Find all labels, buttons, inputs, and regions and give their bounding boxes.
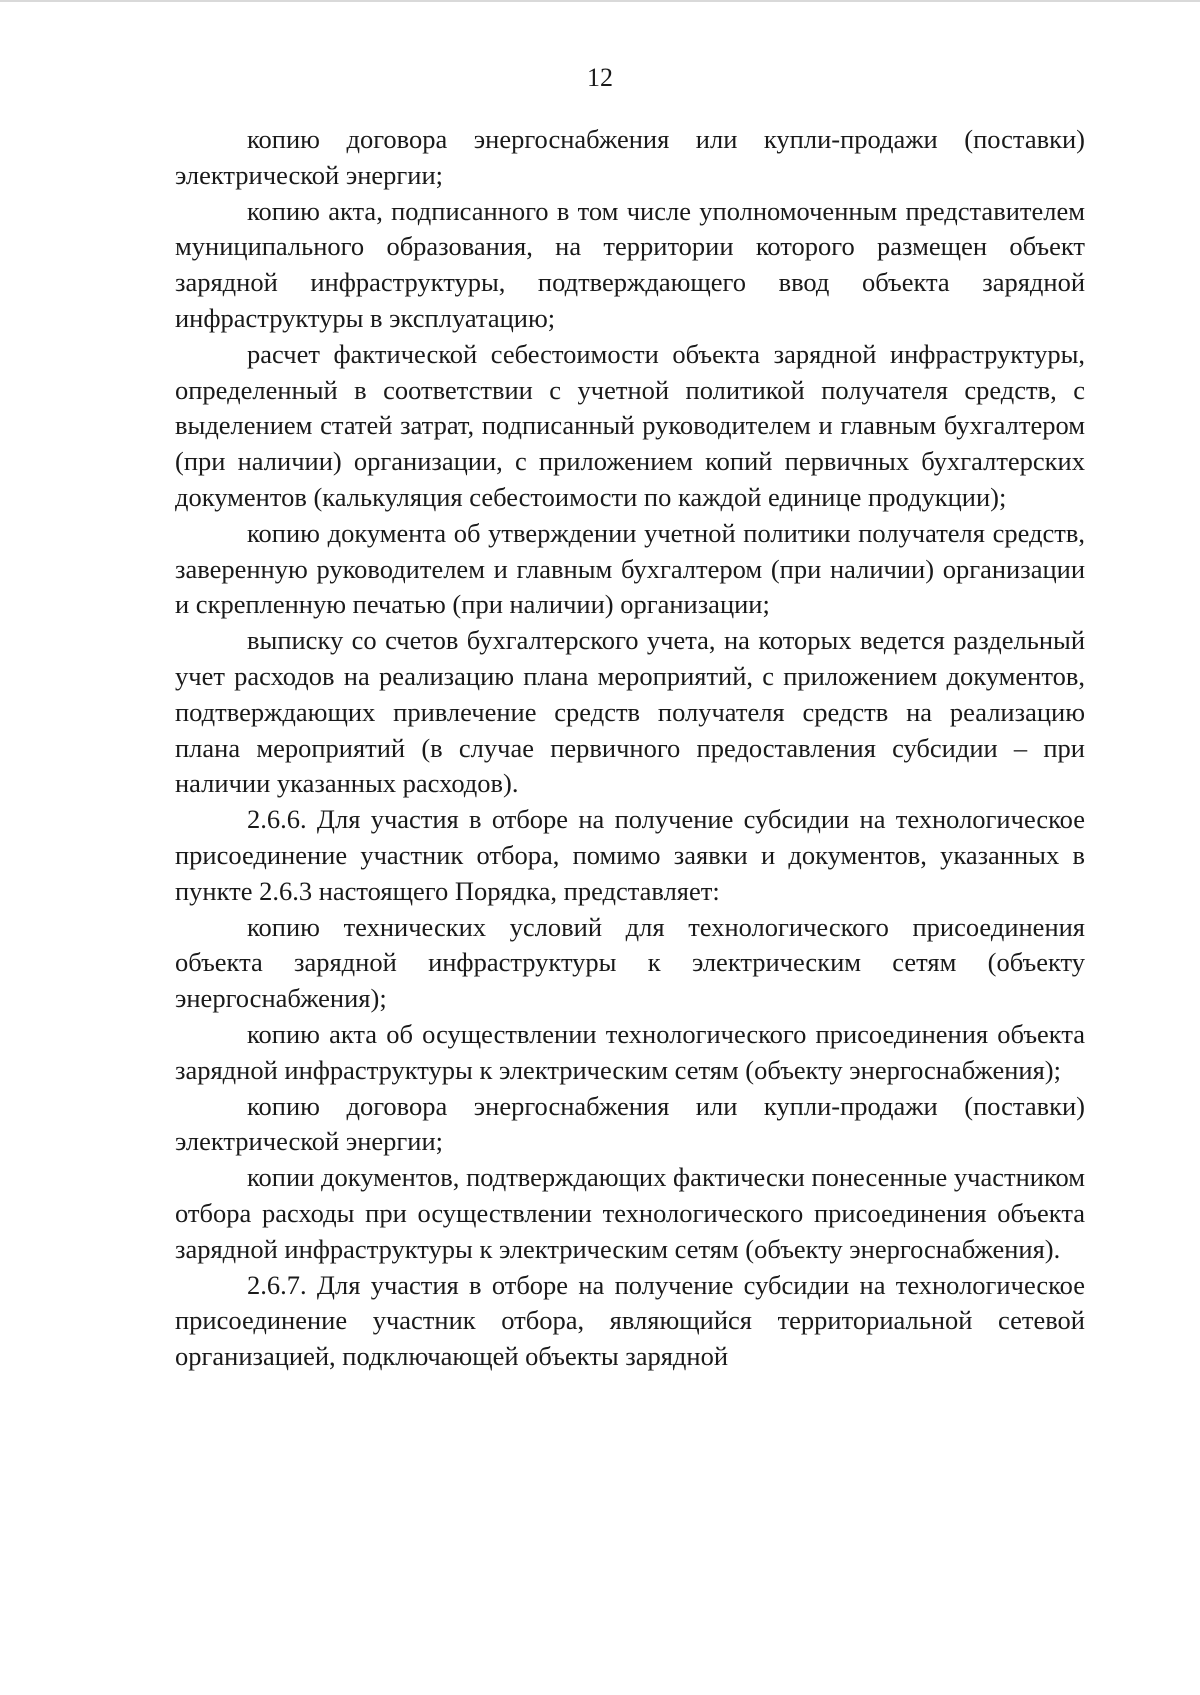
paragraph-section-2-6-7: 2.6.7. Для участия в отборе на получение субсидии на технологическое присоединение участник отбора, являющийся территориальной сетевой организацией, подключающей объекты зарядной (175, 1269, 1085, 1372)
paragraph-commissioning-act-copy: копию акта, подписанного в том числе уполномоченным представителем муниципального образования, на территории которого размещен объект зарядной инфраструктуры, подтверждающего ввод объекта зарядной инфраструктуры в эксплуатацию; (175, 195, 1085, 333)
paragraph-energy-contract-copy: копию договора энергоснабжения или купли-продажи (поставки) электрической энергии; (175, 124, 1085, 190)
paragraph-expense-documents: копии документов, подтверждающих фактически понесенные участником отбора расходы при осуществлении технологического присоединения объекта зарядной инфраструктуры к электрическим сетям (объекту энергоснабжения). (175, 1162, 1085, 1264)
paragraph-section-2-6-6: 2.6.6. Для участия в отборе на получение субсидии на технологическое присоединение участник отбора, помимо заявки и документов, указанных в пункте 2.6.3 настоящего Порядка, представляет: (175, 804, 1085, 906)
paragraph-cost-calculation: расчет фактической себестоимости объекта зарядной инфраструктуры, определенный в соответствии с учетной политикой получателя средств, с выделением статей затрат, подписанный руководителем и главным бухгалтером (при наличии) организации, с приложением копий первичных бухгалтерских документов (калькуляция себестоимости по каждой единице продукции); (175, 338, 1085, 512)
paragraph-connection-act-copy: копию акта об осуществлении технологического присоединения объекта зарядной инфраструктуры к электрическим сетям (объекту энергоснабжения); (175, 1018, 1085, 1085)
paragraph-accounting-policy-copy: копию документа об утверждении учетной политики получателя средств, заверенную руководителем и главным бухгалтером (при наличии) организации и скрепленную печатью (при наличии) организации; (175, 517, 1085, 620)
page-number: 12 (587, 63, 613, 92)
paragraph-energy-contract-copy-2: копию договора энергоснабжения или купли-продажи (поставки) электрической энергии; (175, 1090, 1085, 1157)
document-body (175, 122, 1085, 1375)
scan-edge-line (0, 0, 1200, 2)
paragraph-technical-conditions-copy: копию технических условий для технологического присоединения объекта зарядной инфраструктуры к электрическим сетям (объекту энергоснабжения); (175, 911, 1085, 1014)
paragraph-accounting-statement: выписку со счетов бухгалтерского учета, на которых ведется раздельный учет расходов на реализацию плана мероприятий, с приложением документов, подтверждающих привлечение средств получателя средств на реализацию плана мероприятий (в случае первичного предоставления субсидии – при наличии указанных расходов). (175, 625, 1085, 799)
